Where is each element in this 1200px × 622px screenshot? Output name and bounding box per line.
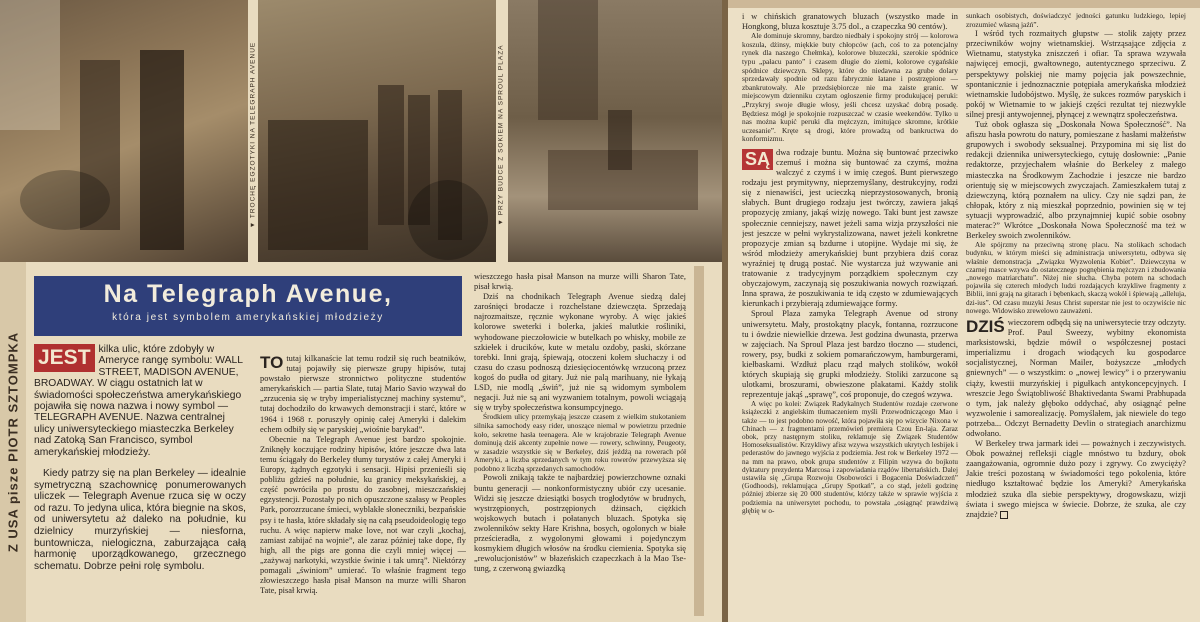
paragraph: Powoli znikają także te najbardziej powierzchowne oznaki buntu generacji — nonkonformistyczny ubiór czy ucesanie. Widzi się jeszcze dziesiątki bosych trogłodytów w brudnych, wystrzępionych, postrzępionych dżinsach, ciężkich wojskowych butach i połatanych bluzach. Spotyka się zwolenników sekty Hare Krishna, bosych, ogolonych w białe prześcieradła, z wygolonymi głowami i pojedynczym kosmykiem długich włosów na środku ciemienia. Spotyka się „rewolucjonistów” w błazeńskich czapeczkach à la Mao Tse-tung, z czerwoną gwiazdką	[474, 473, 686, 574]
paragraph: A więc po kolei: Związek Radykalnych Studentów rozdaje czerwone książeczki z angielskim tłumaczeniem myśli Przewodniczącego Mao i także — to jest podobno nowość, która pojawiła się po wizycie Nixona w Chinach — z fragmentami przemówień premiera Czou En-laja. Zaraz obok, przy następnym stoliku, reklamuje się Związek Studentów Homoseksualistów. Krzykliwy afisz wzywa wszystkich ukrytych lesbijek i pederastów do jawnego wyjścia z podziemia. Jest rok w Berkeley 1972 — na mm na prawo, obok grupa studentów z Filipin wzywa do bojkotu dyktatury prezydenta Marcosa i zapowiadania rządów libertańskich. Dalej ustawiła się „Grupa Rozwoju Osobowości i Bogacenia Doświadczeń” (Godhoods), reklamująca „Grupy Spotkań”, a co stąd, jeżeli godzinę później zbierze się 20 000 studentów, którzy także w sprawie wyjścia z podziemia na uniwersytet pochodu, to powstała „osiągnąć prawdziwą głębię w o-	[742, 400, 958, 515]
paragraph: Sproul Plaza zamyka Telegraph Avenue od strony uniwersytetu. Mały, prostokątny placyk, fontanna, rozrzucone tu i ówdzie niewielkie drzewa. Jest godzina dwunasta, przerwa w zajęciach. Na Sproul Plaza jest bardzo tłoczno — studenci, rowery, psy, budki z sokiem pomarańczowym, hamburgerami, kiełbaskami. Wzdłuż placu rząd małych stolików, wokół których skupiają się grupki młodzieży. Stoliki zarzucone są ulotkami, broszurami, obwieszone plakatami. Każdy stolik reprezentuje jakąś „sprawę”, coś proponuje, do czegoś wzywa.	[742, 309, 958, 400]
lead-paragraph: kilka ulic, które zdobyły w Ameryce rangę symbolu: WALL STREET, MADISON AVENUE, BROADWAY. W ciągu ostatnich lat w świadomości społeczeństwa amerykańskiego pojawiła się nowa nazwa i nowy symbol — TELEGRAPH AVENUE. Nazwa centralnej ulicy uniwersyteckiego miasteczka Berkeley nad Zatoką San Francisco, symbol amerykańskiej młodzieży.	[34, 344, 243, 458]
end-mark-icon	[1000, 511, 1008, 519]
article-title: Na Telegraph Avenue,	[103, 280, 393, 308]
running-header	[728, 0, 1200, 8]
closing-paragraph: W Berkeley trwa jarmark idei — poważnych i zeczywistych. Obok poważnej refleksji ciągle mnóstwo tu bzdury, obok zaangażowania, ogromnie dużo pozy i zgrywy. Co zwycięży? Jakie treści pozostaną w świadomości tego pokolenia, które niedługo kształtować będzie los Ameryki? Amerykańska młodzież szuka dla siebie perspektywy, drogowskazu, wizji świata i swego miejsca w świecie. Dobrze, że szuka, ale czy znajdzie?	[966, 439, 1186, 519]
paragraph: Obecnie na Telegraph Avenue jest bardzo spokojnie. Zniknęły koczujące rodziny hipisów, które jeszcze dwa lata temu ściągały do Berkeley tłumy turystów z całej Ameryki i Europy, żądnych egzotyki i sensacji. Hipisi przenieśli się pobliżu gdzieś na południe, ku granicy meksykańskiej, a część powróciła po prostu do zasobnej, mieszczańskiej egzystencji. Pozostały po nich opuszczone szałasy w Peoples Park, porozrzucane śmieci, wyblakłe słoneczniki, bezpańskie psy i te hasła, które składały się na całą pseudoideologię tego ruchu. A więc napierw make love, not war czyli „kochaj, zamiast zabijać na wojnie”, ale zaraz później take dope, fly high, all the pigs are gonna die czyli mniej więcej — „zażywaj narkotyki, wzystkie świnie i tak umrą”. Niektórzy pomagali „świniom” umierać. To właśnie fragment tego złowieszczego hasła pisał Manson na murze willi Sharon Tate, pisał krwią.	[260, 434, 466, 596]
photo-caption-2: ▼ PRZY BUDCE Z SOKIEM NA SPROUL PLAZA	[497, 44, 505, 226]
paragraph: wieczorem odbędą się na uniwersytecie trzy odczyty. Prof. Paul Sweezy, wybitny ekonomista marksistowski, będzie mówił o współczesnej postaci imperializmu i drogach wiodących ku gospodarce socjalistycznej, Norman Mailer, bożyszcze „młodych gniewnych” — o wszystkim: o „nowej lewicy” i o przerywaniu ciąży, kwestii murzyńskiej i pigułkach antykoncepcyjnych. I wreszcie Jego Świątobliwość Bhaktivedanta Swami Prabhupada o tym, jak należy głęboko oddychać, aby osiągnąć pełne wyzwolenie i samorealizację. Pomyślałem, jak niewiele do tego potrzeba... Odczyt Bernadetty Devlin o strategiach anarchizmu odwołano.	[966, 317, 1186, 439]
byline: Z USA pisze PIOTR SZTOMPKA	[0, 262, 26, 622]
photo-street-cyclist	[0, 0, 248, 262]
paragraph: Ale spójrzmy na przeciwną stronę placu. Na stolikach schodach budynku, w którym mieści się administracja uniwersytetu, odbywa się właśnie demonstracja „Związku Wyzwolenia Kobiet”. Dziewczyna w czarnej masce wzywa do ostatecznego pognębienia mężczyzn i zbudowania „nowego matriarchatu”. Niżej nie słucha. Chyba potem na schodach pojawiła się czterech młodych ludzi rozdających krzykliwe fragmenty z Biblii, inni grają na gitarach i bębenkach, skaczą wokół i śpiewają „alleluja, dzi-ius”. Od czasu muzyki Jesus Christ superstar nie jest to oczywiście nic nowego. Widowisko zrewelowo zauważeni.	[966, 241, 1186, 315]
paragraph: Dziś na chodnikach Telegraph Avenue siedzą dalej zarośnięci brodacze i rozchelstane dziewczęta. Sprzedają najrozmaitsze, ręcznie wykonane wyroby. A więc jakieś kolorowe sweterki i bolerka, jakieś malutkie rośliniki, wyhodowane pieczołowicie w butelkach po whisky, mobile ze szkiełek i drucików, kute w metalu ozdoby, paski, skórzane torebki. Inni grają, śpiewają, otoczeni kołem słuchaczy i od czasu do czasu podnoszą dziesięciocentówkę wrzuconą przez kogoś do pudła od gitary. Już nie palą marihuany, nie łykają LSD, nie modlą „świń”, już nie są widomym symbolem negacji. Już nie są ani wyzwaniem totalnym, powoli wciągają się w tryby społeczeństwa konsumpcyjnego.	[474, 292, 686, 413]
drop-word: SĄ	[742, 149, 773, 170]
page-edge	[694, 266, 704, 616]
column-1	[34, 468, 246, 618]
drop-word: DZIŚ	[966, 316, 1005, 336]
photo-caption-1: ▼ TROCHĘ EGZOTYKI NA TELEGRAPH AVENUE	[249, 41, 257, 229]
paragraph: wieszczego hasła pisał Manson na murze willi Sharon Tate, pisał krwią.	[474, 272, 686, 292]
paragraph	[966, 439, 1186, 520]
column-3	[474, 272, 686, 620]
lead-drop-word: JEST	[34, 344, 95, 372]
paragraph: Tuż obok ogłasza się „Doskonała Nowa Społeczność”. Na afiszu hasła powrotu do natury, pomieszane z hasłami małżeństw grupowych i swobody seksualnej. Przypomina mi się list do redakcji dziennika uniwersyteckiego, cytuję dosłownie: „Panie redaktorze, przyjechałem właśnie do Berkeley z małego miasteczka na Środkowym Zachodzie i jeszcze nie bardzo orientuję się w miejscowych zwyczajach. Zamieszkałem tutaj z dziewczyną, którą poznałem na ulicy. Czy nie sądzi pan, że chłopak, który z nią mieszkał poprzednio, powinien się w tej sytuacji wyprowadzić, albo przynajmniej kupić sobie osobny materac?” Wkrótce „Doskonała Nowa Społeczność ma też w Berkeley swoich zwolenników.	[966, 120, 1186, 241]
right-column-2	[966, 12, 1186, 618]
drop-word: TO	[260, 354, 284, 372]
paragraph: I wśród tych rozmaitych głupstw — stolik zajęty przez przeciwników wojny wietnamskiej. Wstrząsające zdjęcia z Wietnamu, statystyka zniszczeń i ofiar. Ta sprawa wzywała najwięcej emocji, gwałtownego, autentycznego sprzeciwu. Z perspektywy polskiej nie mamy pojęcia jak powszechnie, spontanicznie i jednoznacznie potępiała amerykańska młodzież wietnamskie ludobójstwo. Myślę, że sukces rozmów paryskich i pokój w Wietnamie to w jakiejś części rezultat tej niezwykle silnej presji antywojennej, płynącej z wewnątrz społeczeństwa.	[966, 29, 1186, 119]
article-subtitle: która jest symbolem amerykańskiej młodzieży	[112, 312, 384, 323]
paragraph: i w chińskich granatowych bluzach (wszystko made in Hongkong, bluza kosztuje 3.75 dol., a czapeczka 90 centów).	[742, 12, 958, 32]
paragraph: dwa rodzaje buntu. Można się buntować przeciwko czemuś i można się buntować za czymś, można walczyć z czymś i w imię czegoś. Bunt pierwszego rodzaju jest prymitywny, nieprzemyślany, destrukcyjny, rodzi się z nienawiści, jest ucieczką nieprzystosowanych, bronią słabych. Bunt drugiego rodzaju jest twórczy, zawiera jakąś propozycję zmiany, jakąś wizję nowego. Taki bunt jest zawsze społecznie cenniejszy, nawet jeżeli sama wizja przyszłości nie jest jeszcze w pełni wykrystalizowana, nawet jeżeli konkretne propozycje zmian są bzdurne i utopijne. Wydaje mi się, że wśród młodzieży amerykańskiej bunt przybiera dziś coraz wyraźniej tę drugą postać. Nie wystarcza już wzywanie ani tratowanie z tradycyjnym porządkiem społecznym czy obyczajowym, zaczynają się poszukiwania nowych rozwiązań. Inna sprawa, że poszukiwania te idą często w zdumiewających kierunkach i przybierają zdumiewające formy.	[742, 147, 958, 309]
paragraph: sunkach osobistych, doświadczyć jedności gatunku ludzkiego, lepiej zrozumieć własną jaźń”.	[966, 12, 1186, 29]
article-title-banner	[34, 276, 462, 336]
right-page	[728, 0, 1200, 622]
photo-juice-stand	[258, 0, 496, 262]
photo-plaza-vendors	[508, 0, 722, 262]
article-lead	[34, 344, 244, 460]
paragraph: tutaj kilkanaście lat temu rodził się ruch beatników, tutaj pojawiły się pierwsze grupy hipisów, tutaj powstało pierwsze stronnictwo polityczne studentów amerykańskich — partia Slate, tutaj Mario Savio wzywał do „zrzucenia się w tryby imperialistycznej machiny systemu”, tutaj dochodziło do krwawych demonstracji i starć, które w 1964 i 1968 r. poruszyły opinię całej Ameryki i dalekim echem odbiły się w paryskiej „wiośnie barykad”.	[260, 354, 466, 434]
right-column-1	[742, 12, 958, 618]
paragraph: Kiedy patrzy się na plan Berkeley — idealnie symetryczną szachownicę ponumerowanych uliczek — Telegraph Avenue rzuca się w oczy od razu. To jedyna ulica, która biegnie na skos, od uniwersytetu aż daleko na południe, ku dzielnicy murzyńskiej — niesforna, buntownicza, nielogiczna, zaburzająca całą harmonię uporządkowanego, grzecznego schematu. Dobrze pełni rolę symbolu.	[34, 468, 246, 572]
paragraph: Ale dominuje skromny, bardzo niedbały i spokojny strój — kolorowa koszula, dżinsy, miękkie buty chłopców (ach, coś to za potencjalny rynek dla naszego Chełmka), kolorowe bluzeczki, szerokie spódnice typu „pałacu panto” i czasem długie do ziemi, kolorowe cygańskie spódnice dziewczyn. Sklepy, które do niedawna za grube dolary sprzedawały spodnie od razu fabrycznie łatane i postrzępione — zbankrutowały. Ale przedsiębiorcze nie ma zaiste granic. W miejscowym dzienniku czytam ogłoszenie firmy produkującej peruki: „Przykryj swoje długie włosy, jeśli chcesz uzyskać dobrą posadę. Będziesz mógł je spokojnie rozpuszczać w czasie weekendów. Tylko u nas można kupić peruki dla mężczyzn, imitujące skromne, krótkie uczesanie”. Kręte są drogi, które prowadzą od bankructwa do konformizmu.	[742, 31, 958, 144]
column-2	[260, 354, 466, 620]
paragraph: Środkiem ulicy przemykają jeszcze czasem z wielkim stukotaniem silnika samochody easy rider, unoszące niemal w powietrzu przednie koło, sekretne hasła teenagera. Ale w krajobrazie Telegraph Avenue dominują dziś akcenty zupełnie nowe — rowery, schwinny, Peugeoty, w zasadzie wszystkie się w Berkeley, dziś jeżdżą na rowerach pół Ameryki, a liczba sprzedanych w tym roku rowerów przewyższa się podobno z liczbą sprzedanych samochodów.	[474, 412, 686, 473]
